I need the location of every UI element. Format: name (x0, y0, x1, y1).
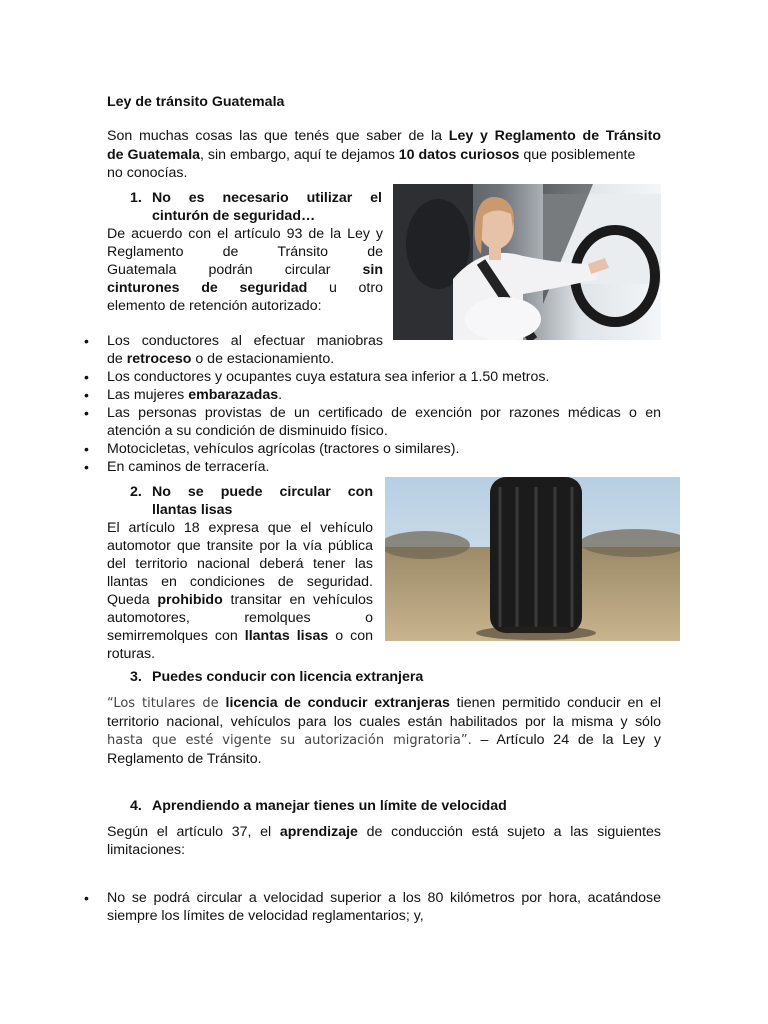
quote-source: – Artículo 24 de la Ley y (471, 732, 661, 748)
driver-photo (393, 184, 661, 340)
body-text: Según el artículo 37, el (107, 824, 280, 840)
bullet-item-cont: atención a su condición de disminuido físico. (107, 423, 388, 439)
section-1-body-line (107, 261, 383, 279)
bullet-bold: retroceso (126, 351, 192, 367)
section-2-number: 2. (130, 484, 142, 500)
page-title: Ley de tránsito Guatemala (107, 94, 285, 110)
section-3-heading: Puedes conducir con licencia extranjera (152, 669, 424, 685)
section-1-body-line: elemento de retención autorizado: (107, 298, 322, 314)
section-2-body-line: El artículo 18 expresa que el vehículo (107, 520, 373, 536)
bullet-icon: • (84, 387, 89, 403)
bullet-bold: embarazadas (188, 387, 279, 403)
bullet-item: Los conductores al efectuar maniobras (107, 333, 383, 349)
intro-text: Son muchas cosas las que tenés que saber de la (107, 128, 449, 144)
quote-line: Reglamento de Tránsito. (107, 751, 262, 767)
bullet-icon: • (84, 890, 89, 906)
section-3-quote (107, 694, 661, 768)
bullet-item (107, 386, 282, 404)
body-text: de conducción está sujeto a las siguientes (357, 824, 661, 840)
pregnant-driver-image (393, 184, 661, 340)
section-2-body-line: automotores, remolques o (107, 610, 373, 626)
section-1-number: 1. (130, 190, 142, 206)
intro-text-3: que posiblemente (519, 147, 636, 163)
body-text: u otro (307, 280, 383, 296)
section-4-body-line-1 (107, 823, 661, 841)
section-1-body-line (107, 279, 383, 297)
intro-line-1 (107, 127, 661, 145)
quote-text: “Los titulares de (107, 696, 226, 711)
section-2-body-line: automotor que transite por la vía pública (107, 538, 373, 554)
intro-text-2: , sin embargo, aquí te dejamos (200, 147, 399, 163)
body-bold: cinturones de seguridad (107, 280, 308, 296)
bullet-text: Las mujeres (107, 387, 189, 403)
intro-law-name-2: de Guatemala (107, 147, 201, 163)
tire-photo (385, 477, 680, 641)
quote-text: tienen permitido conducir en el (449, 695, 662, 711)
section-4-bullet-cont: siempre los límites de velocidad reglamentarios; y, (107, 908, 424, 924)
quote-bold: licencia de conducir extranjeras (225, 695, 450, 711)
body-bold: llantas lisas (244, 628, 329, 644)
bullet-icon: • (84, 369, 89, 385)
intro-law-name: Ley y Reglamento de Tránsito (448, 128, 661, 144)
quote-line (107, 694, 661, 713)
section-2-body-line: roturas. (107, 646, 156, 662)
bullet-icon: • (84, 459, 89, 475)
bullet-text: de (107, 351, 127, 367)
tire-image (385, 477, 680, 641)
section-1-heading-line-1: No es necesario utilizar el (152, 190, 382, 206)
section-4-body-line-2: limitaciones: (107, 842, 186, 858)
bullet-item: Motocicletas, vehículos agrícolas (tractores o similares). (107, 441, 460, 457)
body-bold: prohibido (157, 592, 223, 608)
quote-line (107, 731, 661, 750)
bullet-item: En caminos de terracería. (107, 459, 270, 475)
body-bold: sin (362, 262, 383, 278)
section-1-body-line: Reglamento de Tránsito de (107, 244, 383, 260)
section-2-body-line: llantas en condiciones de seguridad. (107, 574, 373, 590)
section-4-heading: Aprendiendo a manejar tienes un límite de velocidad (152, 798, 507, 814)
section-2-body-line: del territorio nacional deberá tener las (107, 556, 373, 572)
intro-highlight: 10 datos curiosos (398, 147, 520, 163)
bullet-item-cont (107, 350, 334, 368)
section-2-heading-line-2: llantas lisas (152, 502, 233, 518)
intro-line-3: no conocías. (107, 165, 188, 181)
body-text: o con (328, 628, 373, 644)
bullet-icon: • (84, 405, 89, 421)
section-4-bullet: No se podrá circular a velocidad superior a los 80 kilómetros por hora, acatándose (107, 890, 661, 906)
section-1-body (107, 225, 383, 315)
body-text: semirremolques con (107, 628, 245, 644)
quote-text: hasta que esté vigente su autorización migratoria”. (107, 733, 472, 748)
body-text: Queda (107, 592, 158, 608)
section-3-number: 3. (130, 669, 142, 685)
body-text: Guatemala podrán circular (107, 262, 363, 278)
section-1-heading-line-2: cinturón de seguridad… (152, 208, 316, 224)
bullet-item: Los conductores y ocupantes cuya estatura sea inferior a 1.50 metros. (107, 369, 550, 385)
bullet-icon: • (84, 441, 89, 457)
intro-line-2 (107, 146, 661, 164)
bullet-icon: • (84, 333, 89, 349)
body-bold: aprendizaje (279, 824, 358, 840)
section-2-heading-line-1: No se puede circular con (152, 484, 373, 500)
bullet-text: o de estacionamiento. (191, 351, 335, 367)
section-2-body-line (107, 627, 373, 645)
section-2-body-line (107, 591, 373, 609)
body-text: transitar en vehículos (222, 592, 373, 608)
bullet-text: . (278, 387, 283, 403)
quote-line: territorio nacional, vehículos para los cuales están habilitados por la misma y sólo (107, 714, 661, 730)
section-1-body-line: De acuerdo con el artículo 93 de la Ley y (107, 226, 383, 242)
bullet-item: Las personas provistas de un certificado de exención por razones médicas o en (107, 405, 661, 421)
section-4-number: 4. (130, 798, 142, 814)
section-2-body (107, 519, 373, 663)
